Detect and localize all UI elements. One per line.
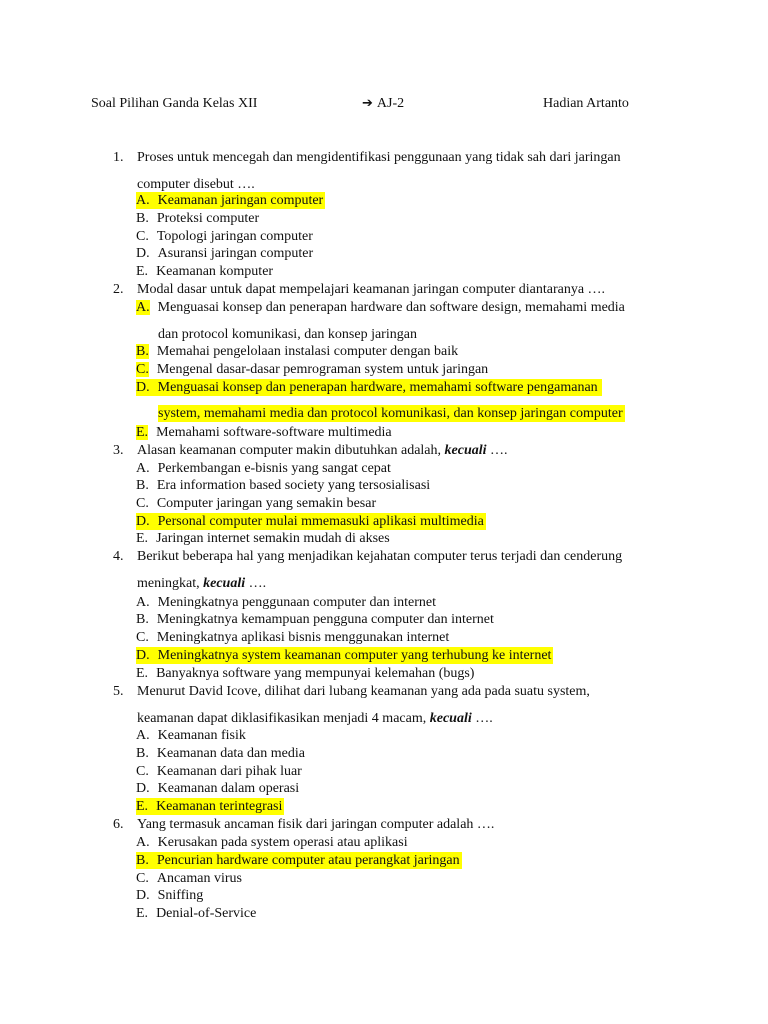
option [136,763,302,780]
header-author: Hadian Artanto [543,96,629,111]
option-text: Asuransi jaringan computer [157,246,314,261]
option [136,629,449,646]
option-text: Banyaknya software yang mempunyai kelemahan (bugs) [156,666,475,681]
option-text: Denial-of-Service [156,906,257,921]
option [136,263,273,280]
option [136,665,474,682]
option-text: Keamanan komputer [156,264,274,279]
option-text: Keamanan dari pihak luar [156,764,302,779]
option-letter: E. [136,531,149,546]
question-stem: Modal dasar untuk dapat mempelajari keamanan jaringan computer diantaranya …. [137,282,606,297]
option-letter: A. [136,193,150,208]
option-letter: A. [136,461,150,476]
option [136,530,390,547]
question-stem: Proses untuk mencegah dan mengidentifikasi penggunaan yang tidak sah dari jaringan [137,150,621,165]
option-letter: B. [136,344,149,359]
option-letter: D. [136,781,150,796]
option-letter: A. [136,835,150,850]
stem-text: Alasan keamanan computer makin dibutuhkan adalah, [137,443,442,458]
header-code [362,96,404,112]
option [136,594,436,611]
option-text: Menguasai konsep dan penerapan hardware, memahami software pengamanan [157,380,598,395]
option-text: Sniffing [157,888,204,903]
option-text: Keamanan terintegrasi [156,799,283,814]
option-text: Memahami software-software multimedia [156,425,392,440]
option-text: Computer jaringan yang semakin besar [156,496,377,511]
option-letter: E. [136,799,149,814]
option-letter: E. [136,906,149,921]
question-number: 6. [113,817,124,832]
option-correct [136,852,462,869]
stem-ellipsis: …. [475,711,493,726]
option-letter: D. [136,246,150,261]
option-letter: D. [136,648,150,663]
question-stem: Menurut David Icove, dilihat dari lubang keamanan yang ada pada suatu system, [137,684,590,699]
option-letter: E. [136,425,149,440]
option-text: Ancaman virus [156,871,242,886]
question-stem [137,710,493,727]
option [136,870,242,887]
option-letter: E. [136,264,149,279]
stem-ellipsis: …. [490,443,508,458]
option [136,477,430,494]
option-letter: D. [136,380,150,395]
option [136,780,299,797]
option-text: Mengenal dasar-dasar pemrograman system untuk jaringan [156,362,489,377]
option-letter: C. [136,496,149,511]
option [136,611,494,628]
kecuali-emphasis: kecuali [203,576,246,591]
option-text: Keamanan fisik [157,728,246,743]
option [136,834,408,851]
option [136,905,256,922]
option-correct [136,192,325,209]
option-text: Meningkatnya kemampuan pengguna computer dan internet [156,612,494,627]
option [136,727,246,744]
option-text: Jaringan internet semakin mudah di akses [156,531,390,546]
option-letter: A. [136,728,150,743]
option-text: Meningkatnya system keamanan computer yang terhubung ke internet [157,648,552,663]
question-number: 2. [113,282,124,297]
option-letter: C. [136,229,149,244]
option-letter: D. [136,514,150,529]
question-stem: computer disebut …. [137,177,255,192]
option-letter: D. [136,888,150,903]
option [136,361,488,378]
option [136,299,625,316]
option [136,343,458,360]
option-letter: B. [136,211,149,226]
option-text: Personal computer mulai mmemasuki aplikasi multimedia [157,514,484,529]
option-text: Keamanan dalam operasi [157,781,300,796]
option-text: Meningkatnya aplikasi bisnis menggunakan internet [156,630,450,645]
stem-ellipsis: …. [248,576,267,591]
option-letter: A. [136,300,150,315]
header-code-text: AJ-2 [376,96,405,111]
option-letter: A. [136,595,150,610]
option [136,495,376,512]
option-text: Menguasai konsep dan penerapan hardware dan software design, memahami media [157,300,625,315]
question-stem [137,442,508,459]
option-text: Keamanan jaringan computer [157,193,324,208]
kecuali-emphasis: kecuali [429,711,472,726]
option-letter: B. [136,746,149,761]
option-continued: system, memahami media dan protocol komunikasi, dan konsep jaringan computer [158,406,623,421]
option-text: Perkembangan e-bisnis yang sangat cepat [157,461,391,476]
option-text: Era information based society yang tersosialisasi [156,478,431,493]
option-text: Pencurian hardware computer atau perangkat jaringan [156,853,460,868]
question-number: 1. [113,150,124,165]
question-stem: Yang termasuk ancaman fisik dari jaringan computer adalah …. [137,817,495,832]
option [136,245,313,262]
option [136,887,203,904]
option-text: Meningkatnya penggunaan computer dan internet [157,595,436,610]
option-letter: C. [136,871,149,886]
option-letter: B. [136,612,149,627]
option-correct [136,647,553,664]
option-correct [136,513,486,530]
option-correct [136,379,602,396]
option-letter: C. [136,764,149,779]
option-continued: dan protocol komunikasi, dan konsep jaringan [158,327,417,342]
stem-text: meningkat, [137,576,200,591]
option-text: Kerusakan pada system operasi atau aplikasi [157,835,408,850]
option-text: Keamanan data dan media [156,746,305,761]
question-stem [137,575,266,592]
question-number: 5. [113,684,124,699]
arrow-right-icon: ➔ [362,96,373,111]
option-letter: C. [136,362,149,377]
stem-text: keamanan dapat diklasifikasikan menjadi 4 macam, [137,711,427,726]
kecuali-emphasis: kecuali [444,443,487,458]
question-number: 4. [113,549,124,564]
option-letter: B. [136,853,149,868]
option [136,745,305,762]
question-stem: Berikut beberapa hal yang menjadikan kejahatan computer terus terjadi dan cenderung [137,549,623,564]
option-text: Topologi jaringan computer [156,229,313,244]
option-letter: C. [136,630,149,645]
header-title: Soal Pilihan Ganda Kelas XII [91,96,258,111]
question-number: 3. [113,443,124,458]
option [136,228,313,245]
option [136,210,259,227]
option-text: Memahai pengelolaan instalasi computer dengan baik [156,344,459,359]
option-correct [136,798,284,815]
option [136,460,391,477]
option-letter: E. [136,666,149,681]
option-text: Proteksi computer [156,211,260,226]
option [136,424,392,441]
option-letter: B. [136,478,149,493]
